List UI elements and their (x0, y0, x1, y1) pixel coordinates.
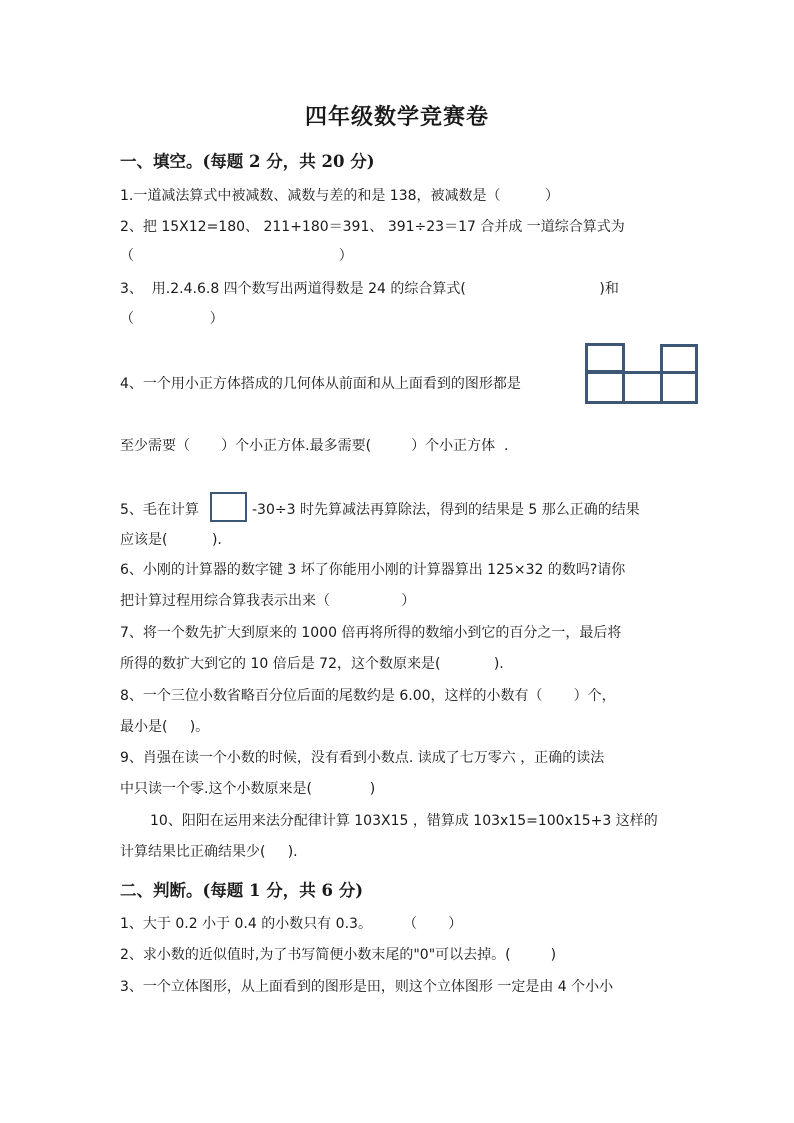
section-judge-heading: 二、判断。(每题 1 分，共 6 分) (120, 881, 364, 900)
question-3-line-2: （ ） (120, 311, 224, 327)
question-8-line-1: 8、一个三位小数省略百分位后面的尾数约是 6.00，这样的小数有（ ）个， (120, 688, 616, 704)
cube-square (585, 343, 625, 373)
question-9-line-2: 中只读一个零.这个小数原来是( ) (120, 781, 376, 797)
section-fill-heading: 一、填空。(每题 2 分，共 20 分) (120, 152, 375, 171)
question-5-post: -30÷3 时先算减法再算除法，得到的结果是 5 那么正确的结果 (252, 502, 640, 518)
cube-square (660, 344, 698, 374)
question-3-line-1: 3、 用.2.4.6.8 四个数写出两道得数是 24 的综合算式( )和 (120, 281, 619, 297)
question-5-line-2: 应该是( ). (120, 532, 222, 548)
question-2-line-1: 2、把 15X12=180、 211+180＝391、 391÷23＝17 合并成 一道综合算式为 (120, 219, 625, 235)
question-5-pre: 5、毛在计算 (120, 502, 199, 518)
question-8-line-2: 最小是( )。 (120, 719, 210, 735)
page-title: 四年级数学竞赛卷 (304, 104, 489, 130)
question-1: 1.一道减法算式中被减数、减数与差的和是 138，被减数是（ ） (120, 188, 560, 204)
cube-square (660, 371, 698, 404)
question-9-line-1: 9、肖强在读一个小数的时候，没有看到小数点. 读成了七万零六 ，正确的读法 (120, 750, 605, 766)
cube-square (585, 371, 625, 404)
judge-question-2: 2、求小数的近似值时,为了书写简便小数末尾的"0"可以去掉。( ) (120, 947, 557, 963)
question-10-line-1: 10、阳阳在运用来法分配律计算 103X15 ，错算成 103x15=100x15+3 这样的 (150, 813, 658, 829)
blank-box (210, 492, 247, 522)
question-2-line-2: （ ） (120, 248, 353, 264)
question-4-line-2: 至少需要（ ）个小正方体.最多需要( ）个小正方体 . (120, 438, 509, 454)
question-10-line-2: 计算结果比正确结果少( ). (120, 844, 298, 860)
question-4-line-1: 4、一个用小正方体搭成的几何体从前面和从上面看到的图形都是 (120, 376, 521, 392)
question-6-line-2: 把计算过程用综合算我表示出来（ ） (120, 593, 416, 609)
question-7-line-1: 7、将一个数先扩大到原来的 1000 倍再将所得的数缩小到它的百分之一，最后将 (120, 625, 622, 641)
judge-question-1: 1、大于 0.2 小于 0.4 的小数只有 0.3。 （ ） (120, 916, 463, 932)
cube-square (622, 371, 663, 404)
judge-question-3: 3、一个立体图形，从上面看到的图形是田，则这个立体图形 一定是由 4 个小小 (120, 979, 614, 995)
question-7-line-2: 所得的数扩大到它的 10 倍后是 72，这个数原来是( ). (120, 656, 504, 672)
question-6-line-1: 6、小刚的计算器的数字键 3 坏了你能用小刚的计算器算出 125×32 的数吗?请你 (120, 562, 626, 578)
